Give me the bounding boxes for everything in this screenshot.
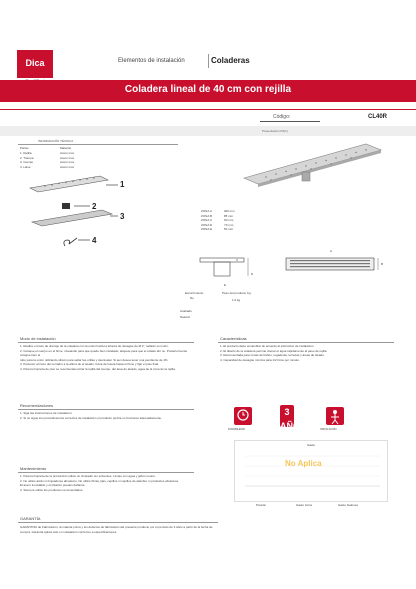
maintenance-item: 1. Para la limpieza de la producción utilice un limpiador sin solventes. Limpie con agua y jabón neutro. — [20, 474, 156, 478]
parts-col-header: Partes — [20, 146, 29, 150]
recommend-list — [20, 411, 196, 420]
product-photo — [236, 140, 386, 200]
company-logo: Dica — [17, 50, 53, 78]
callout-number: 2 — [92, 202, 97, 211]
material-row: Acero inox — [60, 160, 75, 164]
dim-letter: D — [251, 272, 254, 276]
install-step: tubo para la unión utilizando silicón para sellar las orillas y desnivelar. Si aun desea tener una pendiente de 1%. — [20, 357, 169, 362]
recommend-heading: Recomendaciones — [20, 403, 54, 408]
info-rule — [18, 144, 178, 145]
install-step: 1. Realice el trazo de drenaje de la coladera con la unión hacia la tubería de desagüe de Ø 2", sellado su unión. — [20, 344, 169, 348]
material-row: Acero inox — [60, 164, 75, 169]
maintenance-rule — [18, 472, 194, 473]
callout-number: 3 — [120, 212, 125, 221]
recommend-item: 2. Si no sigue los procedimientos correctos de instalación el producto podría no funcionar adecuadamente. — [20, 415, 162, 420]
maintenance-item: El acero inoxidable y el plástico pueden dañarse. — [20, 483, 86, 487]
features-list — [220, 344, 396, 362]
dim-letter: E — [224, 283, 227, 287]
installation-badge-icon — [326, 407, 344, 425]
callout-number: 1 — [120, 180, 125, 189]
maintenance-list — [20, 474, 196, 492]
zone-row: ZONA A 400 mm — [201, 209, 235, 213]
badge-label: INSTALACIÓN — [320, 428, 337, 431]
side-view-drawing — [196, 254, 256, 284]
top-view-drawing — [284, 256, 384, 272]
not-applicable-overlay: No Aplica — [285, 459, 322, 468]
table-header: Presión — [256, 503, 267, 507]
info-heading: INFORMACIÓN TÉCNICA — [38, 139, 74, 143]
title-rule — [0, 109, 416, 110]
features-rule — [218, 342, 394, 343]
weight-value: 1.0 kg — [232, 298, 241, 302]
chart-grid — [235, 448, 385, 496]
finish-value: Natural — [180, 315, 190, 319]
table-header: Gasto Galones — [338, 503, 359, 507]
install-step: 2. Coloque el cuerpo en el firme, nivelando para que quede bien instalado; aliquote para que el colado ahí no. Posteriormente coloque bien el — [20, 348, 188, 357]
part-row: 4. Llave — [20, 164, 31, 169]
feature-item: 2. El diseño de la coladera permite drenar el agua rápidamente al paso de rejilla. — [220, 348, 328, 353]
part-row: 2. Trampa — [20, 155, 34, 160]
recommend-rule — [18, 409, 194, 410]
info-bar — [0, 126, 416, 136]
dim-letter: B — [381, 262, 384, 266]
materials-list — [60, 151, 74, 169]
key-part — [64, 238, 77, 246]
code-label: Código: — [273, 114, 291, 120]
zones-list — [201, 209, 235, 232]
zone-row: ZONA E 50 mm — [201, 227, 234, 231]
callout-number: 4 — [92, 236, 97, 245]
product-code: CL40R — [368, 114, 388, 120]
code-underline — [260, 121, 320, 122]
header-separator — [208, 54, 209, 68]
features-heading: Características — [220, 336, 247, 341]
zone-row: ZONA D 70 mm — [201, 222, 234, 227]
dim-letter: C — [236, 258, 239, 262]
chart-title: Gasto — [306, 443, 315, 447]
part-row: 3. Cuerpo — [20, 160, 34, 164]
flow-label: Escurrimiento — [185, 291, 204, 295]
install-rule — [18, 342, 194, 343]
part-row: 1. Rejilla — [20, 151, 32, 155]
presentation-label: Presentación PZ(1) — [262, 129, 288, 133]
recommend-item: 1. Siga las instrucciones de instalación. — [20, 411, 73, 415]
weight-label: Peso del producto Kg — [222, 291, 251, 295]
install-heading: Modo de instalación — [20, 336, 56, 341]
finish-label: Acabado — [180, 309, 192, 313]
warranty-rule — [18, 522, 218, 523]
feature-item: 1. El producto debe ensamblar de acuerdo al instructivo de instalación. — [220, 344, 315, 348]
material-col-header: Material — [60, 146, 71, 150]
material-row: Acero inox — [60, 151, 75, 155]
parts-list — [20, 151, 34, 169]
grate-part — [30, 176, 108, 192]
install-steps — [20, 344, 196, 371]
body-part — [32, 210, 112, 226]
material-row: Acero inox — [60, 155, 75, 160]
maintenance-heading: Mantenimiento — [20, 466, 47, 471]
install-step: 4. Para la limpieza de piso se recomienda retirar la rejilla del cuerpo, del área de lavado, agua de la zona de la rejilla. — [20, 366, 176, 371]
install-step: 3. Posterior al trazo del cerrador a la altura de el lavado, lluvia de loseta hasta el firme y fijar el piso final. — [20, 362, 159, 366]
flow-value: No — [190, 296, 194, 300]
page-title: Coladera lineal de 40 cm con rejilla — [124, 84, 292, 95]
feature-item: 3. Recomendada para zonas de baños, regaderas, terrazas y áreas de lavado. — [220, 353, 325, 357]
badge-label: DURABILIDAD — [228, 428, 245, 431]
zone-row: ZONA C 83 mm — [201, 218, 234, 222]
feature-item: 4. Capacidad de desagüe mínima para 1/2 litros por minuto. — [220, 357, 300, 362]
section-label: Coladeras — [211, 56, 250, 65]
warranty-years-badge: 3 AÑOS — [280, 407, 307, 431]
dim-letter: A — [330, 249, 333, 253]
warranty-heading: GARANTÍA — [20, 516, 41, 521]
maintenance-item: 3. Siempre utilice los productos recomendados. — [20, 487, 84, 492]
category-label: Elementos de instalación — [118, 58, 185, 64]
maintenance-item: 2. No utilice ácido ni limpiadores abrasivos. No utilice fibras, lijas, cepillos ni cepillos de alambre ni productos abrasivos. — [20, 478, 179, 483]
warranty-text: GARANTIZA de Fabricación, la materia prima y los defectos de fabricación del presente producto por el período de 3 años a partir de la fecha de compra. Garantía aplica sólo en instalación conforme a especificaciones. — [20, 525, 213, 534]
trap-part — [62, 203, 70, 209]
durability-badge-icon — [234, 407, 252, 425]
table-header: Gasto Litros — [296, 503, 313, 507]
flow-chart-box — [234, 440, 388, 502]
zone-row: ZONA B 85 mm — [201, 213, 234, 218]
